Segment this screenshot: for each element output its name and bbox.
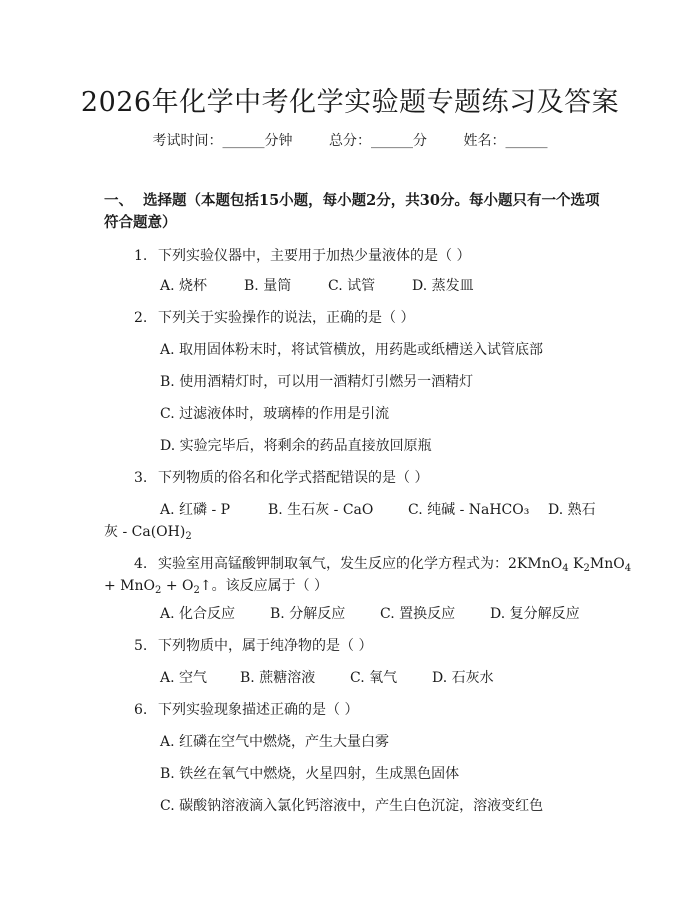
- exam-meta: [0, 130, 700, 150]
- option-a: A. 红磷 - P: [160, 502, 231, 518]
- exam-time-field: 考试时间：______分钟: [152, 133, 293, 149]
- option-b: B. 量筒: [244, 278, 292, 294]
- exam-name-field: 姓名：______: [463, 133, 548, 149]
- option-d: D. 复分解反应: [490, 606, 580, 622]
- option-d: D. 蒸发皿: [412, 278, 474, 294]
- question-3-option-d: D. 熟石: [548, 502, 596, 518]
- question-6-stem: [134, 700, 358, 720]
- section-number: 一、: [104, 192, 133, 209]
- option-b: B. 蔗糖溶液: [240, 670, 316, 686]
- question-3-option-d-continued: 灰 - $Ca(OH)_2$: [104, 524, 192, 542]
- question-6-option-a: A. 红磷在空气中燃烧，产生大量白雾: [160, 734, 390, 750]
- option-b: B. 生石灰 - CaO: [268, 502, 374, 518]
- question-4-stem-continued: + $MnO_2 + O_2↑$。该反应属于（ ）: [104, 578, 329, 596]
- question-1-stem: [134, 246, 470, 266]
- option-c: C. 试管: [328, 278, 376, 294]
- question-text: 下列实验现象描述正确的是（ ）: [158, 702, 359, 718]
- question-text: 下列物质中，属于纯净物的是（ ）: [158, 638, 373, 654]
- question-text: 下列关于实验操作的说法，正确的是（ ）: [158, 310, 415, 326]
- option-d: D. 石灰水: [432, 670, 494, 686]
- question-1-options: [160, 276, 474, 296]
- question-6-option-b: B. 铁丝在氧气中燃烧，火星四射，生成黑色固体: [160, 766, 460, 782]
- question-number: 5.: [134, 638, 148, 654]
- question-6-option-c: C. 碳酸钠溶液滴入氯化钙溶液中，产生白色沉淀，溶液变红色: [160, 798, 544, 814]
- option-b: B. 分解反应: [270, 606, 346, 622]
- question-number: 4.: [134, 556, 148, 572]
- option-c: C. 置换反应: [380, 606, 456, 622]
- question-4-options: [160, 604, 580, 624]
- option-c: C. 纯碱 - NaHCO₃: [408, 502, 530, 518]
- option-a: A. 空气: [160, 670, 208, 686]
- question-number: 3.: [134, 470, 148, 486]
- option-a: A. 烧杯: [160, 278, 208, 294]
- question-2-option-c: C. 过滤液体时，玻璃棒的作用是引流: [160, 406, 390, 422]
- question-number: 2.: [134, 310, 148, 326]
- question-3-options: [160, 500, 553, 520]
- question-2-option-b: B. 使用酒精灯时，可以用一酒精灯引燃另一酒精灯: [160, 374, 474, 390]
- option-c: C. 氧气: [350, 670, 398, 686]
- option-a: A. 化合反应: [160, 606, 236, 622]
- question-5-options: [160, 668, 494, 688]
- question-text: 下列实验仪器中，主要用于加热少量液体的是（ ）: [158, 248, 471, 264]
- question-3-stem: [134, 468, 428, 488]
- exam-score-field: 总分：______分: [329, 133, 427, 149]
- question-2-option-d: D. 实验完毕后，将剩余的药品直接放回原瓶: [160, 438, 432, 454]
- question-5-stem: [134, 636, 372, 656]
- question-2-stem: [134, 308, 414, 328]
- page-title: 2026年化学中考化学实验题专题练习及答案: [80, 87, 620, 118]
- section-text: 选择题（本题包括15小题，每小题2分，共30分。每小题只有一个选项符合题意）: [104, 192, 600, 231]
- question-number: 1.: [134, 248, 148, 264]
- question-text: 实验室用高锰酸钾制取氧气，发生反应的化学方程式为：2KMnO$_4$ $K_2MnO_4$: [158, 556, 632, 574]
- question-number: 6.: [134, 702, 148, 718]
- question-text: 下列物质的俗名和化学式搭配错误的是（ ）: [158, 470, 429, 486]
- question-2-option-a: A. 取用固体粉末时，将试管横放，用药匙或纸槽送入试管底部: [160, 342, 544, 358]
- section-heading: [104, 190, 601, 234]
